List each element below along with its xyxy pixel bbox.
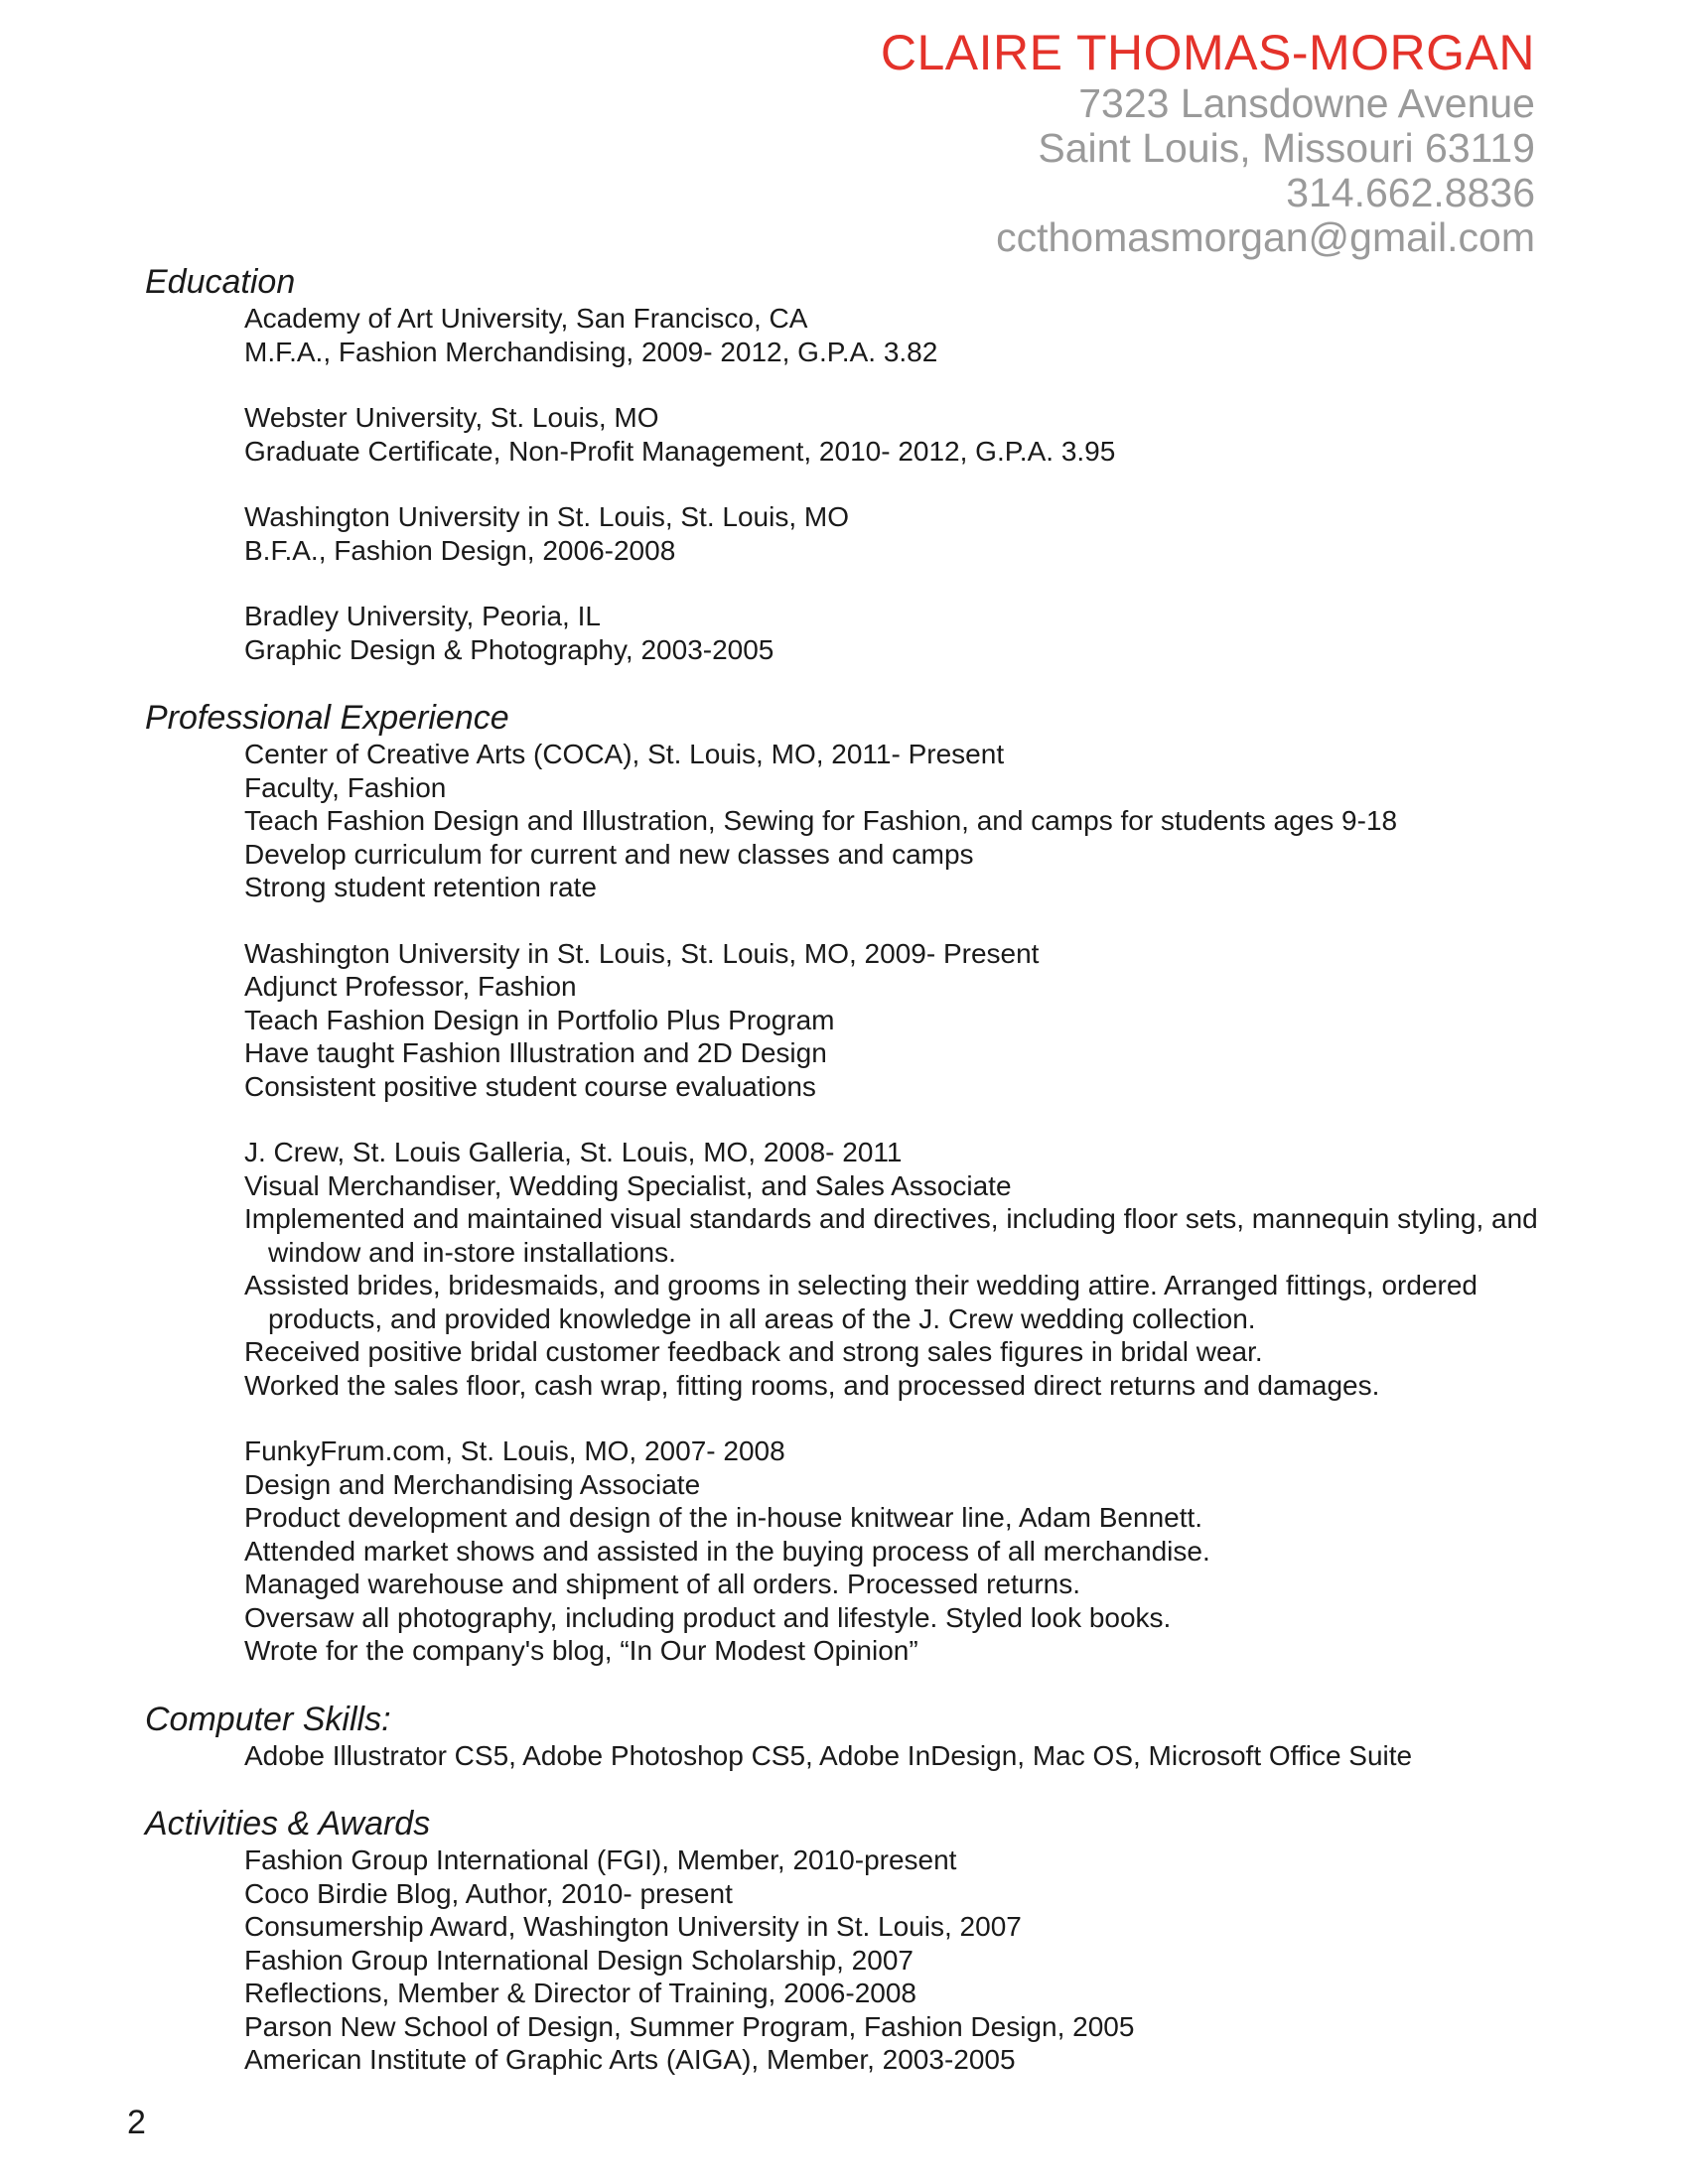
entry-line: Have taught Fashion Illustration and 2D Design	[244, 1037, 827, 1068]
entry-line: Adjunct Professor, Fashion	[244, 971, 577, 1002]
resume-body	[145, 262, 1555, 2109]
entry-line: Visual Merchandiser, Wedding Specialist, and Sales Associate	[244, 1169, 1012, 1201]
entry-line: Product development and design of the in-house knitwear line, Adam Bennett.	[244, 1502, 1203, 1533]
section-title: Activities & Awards	[145, 1805, 431, 1843]
entry-line: Parson New School of Design, Summer Program, Fashion Design, 2005	[244, 2010, 1135, 2042]
entry-line: M.F.A., Fashion Merchandising, 2009- 2012, G.P.A. 3.82	[244, 336, 938, 367]
experience-entry	[145, 738, 1555, 904]
candidate-name: CLAIRE THOMAS-MORGAN	[880, 25, 1535, 80]
entry-line: Managed warehouse and shipment of all orders. Processed returns.	[244, 1569, 1081, 1599]
entry-line: Center of Creative Arts (COCA), St. Louis, MO, 2011- Present	[244, 739, 1005, 769]
entry-line: Bradley University, Peoria, IL	[244, 601, 601, 631]
entry-line: Academy of Art University, San Francisco, CA	[244, 303, 808, 334]
entry-line: Worked the sales floor, cash wrap, fitting rooms, and processed direct returns and damages.	[244, 1369, 1380, 1401]
education-entry	[145, 302, 1555, 368]
phone-number: 314.662.8836	[1286, 170, 1535, 215]
email-address: ccthomasmorgan@gmail.com	[996, 214, 1535, 260]
entry-line: American Institute of Graphic Arts (AIGA), Member, 2003-2005	[244, 2044, 1016, 2075]
entry-line: Webster University, St. Louis, MO	[244, 402, 659, 433]
skills-entry	[145, 1739, 1555, 1773]
entry-line: Faculty, Fashion	[244, 771, 447, 803]
entry-line: J. Crew, St. Louis Galleria, St. Louis, MO, 2008- 2011	[244, 1137, 903, 1167]
entry-line: Implemented and maintained visual standards and directives, including floor sets, mannequin styling, and window and in-store installations.	[244, 1203, 1538, 1268]
section-title: Education	[145, 263, 296, 301]
entry-line: Fashion Group International (FGI), Member, 2010-present	[244, 1844, 957, 1875]
education-entry	[145, 401, 1555, 468]
entry-line: Strong student retention rate	[244, 872, 597, 902]
experience-entry	[145, 1434, 1555, 1668]
experience-entry	[145, 1136, 1555, 1402]
entry-line: Fashion Group International Design Scholarship, 2007	[244, 1944, 914, 1976]
resume-header	[881, 24, 1535, 260]
entry-line: Teach Fashion Design in Portfolio Plus Program	[244, 1004, 835, 1035]
entry-line: Adobe Illustrator CS5, Adobe Photoshop CS5, Adobe InDesign, Mac OS, Microsoft Office Suite	[244, 1739, 1413, 1771]
entry-line: Design and Merchandising Associate	[244, 1468, 701, 1500]
entry-line: Graphic Design & Photography, 2003-2005	[244, 633, 774, 665]
address-street: 7323 Lansdowne Avenue	[1078, 80, 1535, 126]
section-activities-awards	[145, 1804, 1555, 2077]
entry-line: Coco Birdie Blog, Author, 2010- present	[244, 1877, 733, 1909]
entry-line: Develop curriculum for current and new classes and camps	[244, 838, 974, 870]
entry-line: FunkyFrum.com, St. Louis, MO, 2007- 2008	[244, 1435, 785, 1466]
entry-line: Reflections, Member & Director of Training, 2006-2008	[244, 1978, 916, 2008]
section-professional-experience	[145, 698, 1555, 1668]
entry-line: Consumership Award, Washington University in St. Louis, 2007	[244, 1911, 1022, 1942]
entry-line: Washington University in St. Louis, St. Louis, MO	[244, 501, 849, 532]
entry-line: Oversaw all photography, including product and lifestyle. Styled look books.	[244, 1601, 1172, 1633]
entry-line: Assisted brides, bridesmaids, and grooms in selecting their wedding attire. Arranged fittings, ordered products, and provided knowledge in all areas of the J. Crew wedding collection.	[244, 1270, 1477, 1334]
education-entry	[145, 500, 1555, 567]
entry-line: Washington University in St. Louis, St. Louis, MO, 2009- Present	[244, 937, 1040, 969]
entry-line: Consistent positive student course evaluations	[244, 1070, 816, 1102]
entry-line: Teach Fashion Design and Illustration, Sewing for Fashion, and camps for students ages 9-18	[244, 805, 1398, 836]
section-title: Professional Experience	[145, 699, 509, 737]
entry-line: B.F.A., Fashion Design, 2006-2008	[244, 534, 676, 566]
experience-entry	[145, 937, 1555, 1104]
address-city: Saint Louis, Missouri 63119	[1038, 125, 1535, 171]
entry-line: Wrote for the company's blog, “In Our Modest Opinion”	[244, 1635, 918, 1666]
entry-line: Graduate Certificate, Non-Profit Management, 2010- 2012, G.P.A. 3.95	[244, 435, 1116, 467]
education-entry	[145, 600, 1555, 666]
activities-entry	[145, 1843, 1555, 2077]
section-computer-skills	[145, 1700, 1555, 1773]
section-title: Computer Skills:	[145, 1700, 391, 1738]
entry-line: Attended market shows and assisted in the buying process of all merchandise.	[244, 1535, 1210, 1567]
section-education	[145, 262, 1555, 666]
entry-line: Received positive bridal customer feedback and strong sales figures in bridal wear.	[244, 1336, 1263, 1367]
page-number: 2	[127, 2104, 146, 2141]
